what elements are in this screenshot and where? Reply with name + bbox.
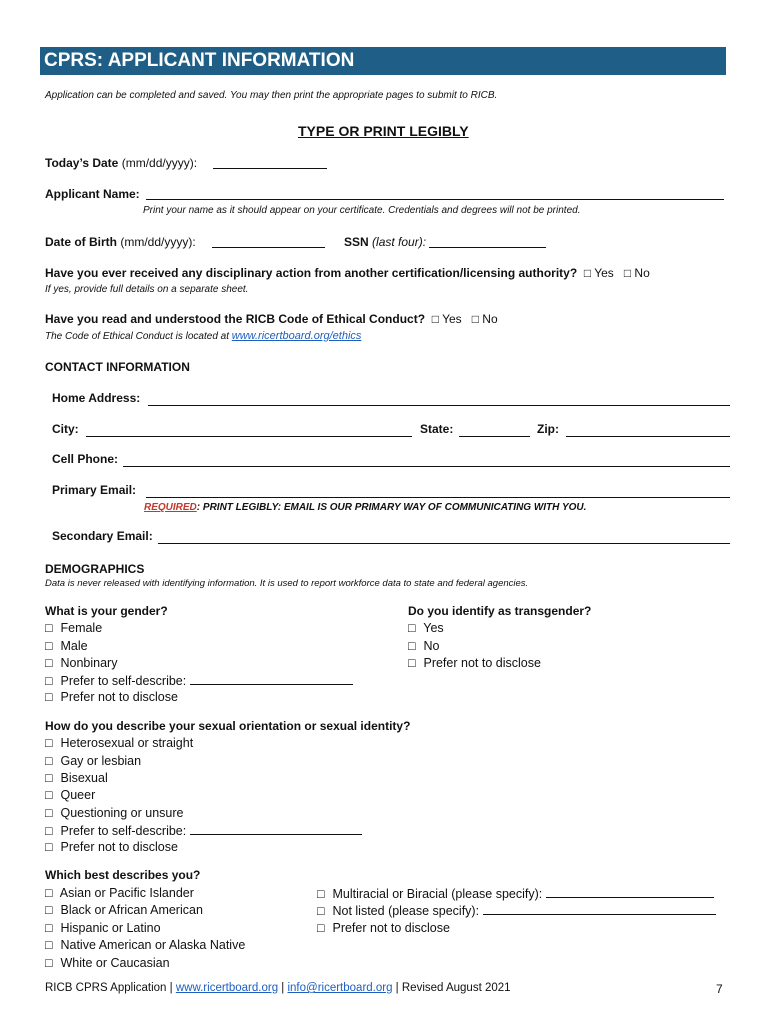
footer-email-link[interactable]: info@ricertboard.org (287, 982, 393, 994)
cell-phone-label: Cell Phone: (52, 452, 119, 466)
race-option-hispanic[interactable]: □ Hispanic or Latino (45, 921, 161, 935)
page-number: 7 (716, 982, 723, 996)
today-date-field[interactable] (213, 168, 327, 169)
footer-app-name: RICB CPRS Application | (45, 982, 176, 994)
city-label: City: (52, 422, 79, 436)
demographics-heading: DEMOGRAPHICS (45, 562, 145, 576)
ethics-note-row (45, 330, 361, 342)
required-note: : PRINT LEGIBLY: EMAIL IS OUR PRIMARY WAY OF COMMUNICATING WITH YOU. (196, 502, 587, 513)
primary-email-field[interactable] (146, 497, 730, 498)
race-question: Which best describes you? (45, 868, 201, 882)
race-option-not-disclose[interactable]: □ Prefer not to disclose (317, 921, 450, 935)
footer-revised: | Revised August 2021 (392, 982, 511, 994)
zip-label: Zip: (537, 422, 559, 436)
footer-separator: | (278, 982, 288, 994)
not-listed-specify-field[interactable] (483, 903, 716, 915)
gender-self-describe-field[interactable] (190, 673, 353, 685)
home-address-label: Home Address: (52, 391, 141, 405)
zip-field[interactable] (566, 436, 730, 437)
ssn-field[interactable] (429, 247, 546, 248)
orientation-option-self-describe[interactable]: □ Prefer to self-describe: (45, 823, 362, 838)
gender-option-male[interactable]: □ Male (45, 639, 88, 653)
ssn-label: SSN (344, 235, 369, 249)
cell-phone-field[interactable] (123, 466, 730, 467)
ethics-no-checkbox[interactable]: □ No (471, 312, 498, 326)
state-label: State: (420, 422, 454, 436)
required-tag: REQUIRED (144, 502, 197, 513)
footer (45, 982, 511, 994)
ssn-hint: (last four): (372, 235, 427, 249)
today-date-row (45, 156, 197, 170)
orientation-option-not-disclose[interactable]: □ Prefer not to disclose (45, 840, 178, 854)
orientation-option-straight[interactable]: □ Heterosexual or straight (45, 736, 194, 750)
race-option-asian[interactable]: □ Asian or Pacific Islander (45, 886, 194, 900)
discipline-row (45, 266, 650, 280)
race-option-native[interactable]: □ Native American or Alaska Native (45, 938, 246, 952)
applicant-name-label: Applicant Name: (45, 187, 140, 201)
gender-option-female[interactable]: □ Female (45, 621, 103, 635)
gender-option-nonbinary[interactable]: □ Nonbinary (45, 656, 118, 670)
transgender-option-not-disclose[interactable]: □ Prefer not to disclose (408, 656, 541, 670)
primary-email-label: Primary Email: (52, 483, 137, 497)
required-note-row (144, 502, 586, 513)
dob-label: Date of Birth (45, 235, 117, 249)
city-field[interactable] (86, 436, 412, 437)
demographics-note: Data is never released with identifying information. It is used to report workforce data to state and federal agencies. (45, 578, 529, 589)
discipline-no-checkbox[interactable]: □ No (623, 266, 650, 280)
discipline-yes-checkbox[interactable]: □ Yes (583, 266, 614, 280)
transgender-option-yes[interactable]: □ Yes (408, 621, 444, 635)
ethics-row (45, 312, 498, 326)
secondary-email-label: Secondary Email: (52, 529, 153, 543)
orientation-option-gay[interactable]: □ Gay or lesbian (45, 754, 142, 768)
orientation-option-questioning[interactable]: □ Questioning or unsure (45, 806, 184, 820)
home-address-field[interactable] (148, 405, 730, 406)
dob-hint: (mm/dd/yyyy): (120, 235, 196, 249)
gender-question: What is your gender? (45, 604, 168, 618)
multiracial-specify-field[interactable] (546, 886, 714, 898)
race-option-multiracial[interactable]: □ Multiracial or Biracial (please specify): (317, 886, 714, 901)
ethics-question: Have you read and understood the RICB Code of Ethical Conduct? (45, 312, 426, 326)
header-bar (40, 47, 726, 75)
race-option-black[interactable]: □ Black or African American (45, 903, 203, 917)
orientation-option-queer[interactable]: □ Queer (45, 788, 96, 802)
contact-heading: CONTACT INFORMATION (45, 360, 190, 374)
transgender-option-no[interactable]: □ No (408, 639, 440, 653)
state-field[interactable] (459, 436, 530, 437)
orientation-option-bisexual[interactable]: □ Bisexual (45, 771, 108, 785)
footer-website-link[interactable]: www.ricertboard.org (175, 982, 279, 994)
page-title: CPRS: APPLICANT INFORMATION (44, 50, 355, 71)
transgender-question: Do you identify as transgender? (408, 604, 592, 618)
applicant-name-note: Print your name as it should appear on your certificate. Credentials and degrees will not be printed. (143, 205, 581, 216)
secondary-email-field[interactable] (158, 543, 730, 544)
discipline-question: Have you ever received any disciplinary action from another certification/licensing authority? (45, 266, 578, 280)
applicant-name-field[interactable] (146, 199, 724, 200)
today-date-hint: (mm/dd/yyyy): (121, 156, 198, 170)
dob-field[interactable] (212, 247, 325, 248)
ethics-yes-checkbox[interactable]: □ Yes (431, 312, 462, 326)
gender-option-self-describe[interactable]: □ Prefer to self-describe: (45, 673, 353, 688)
dob-row (45, 235, 196, 249)
race-option-not-listed[interactable]: □ Not listed (please specify): (317, 903, 716, 918)
form-heading: TYPE OR PRINT LEGIBLY (298, 123, 469, 139)
ssn-row (344, 235, 426, 249)
orientation-self-describe-field[interactable] (190, 823, 362, 835)
discipline-note: If yes, provide full details on a separate sheet. (45, 284, 249, 295)
race-option-white[interactable]: □ White or Caucasian (45, 956, 170, 970)
today-date-label: Today’s Date (45, 156, 119, 170)
ethics-note: The Code of Ethical Conduct is located at (45, 331, 229, 342)
gender-option-not-disclose[interactable]: □ Prefer not to disclose (45, 690, 178, 704)
ethics-link[interactable]: www.ricertboard.org/ethics (231, 330, 362, 342)
orientation-question: How do you describe your sexual orientation or sexual identity? (45, 719, 411, 733)
intro-text: Application can be completed and saved. You may then print the appropriate pages to submit to RICB. (45, 90, 498, 101)
